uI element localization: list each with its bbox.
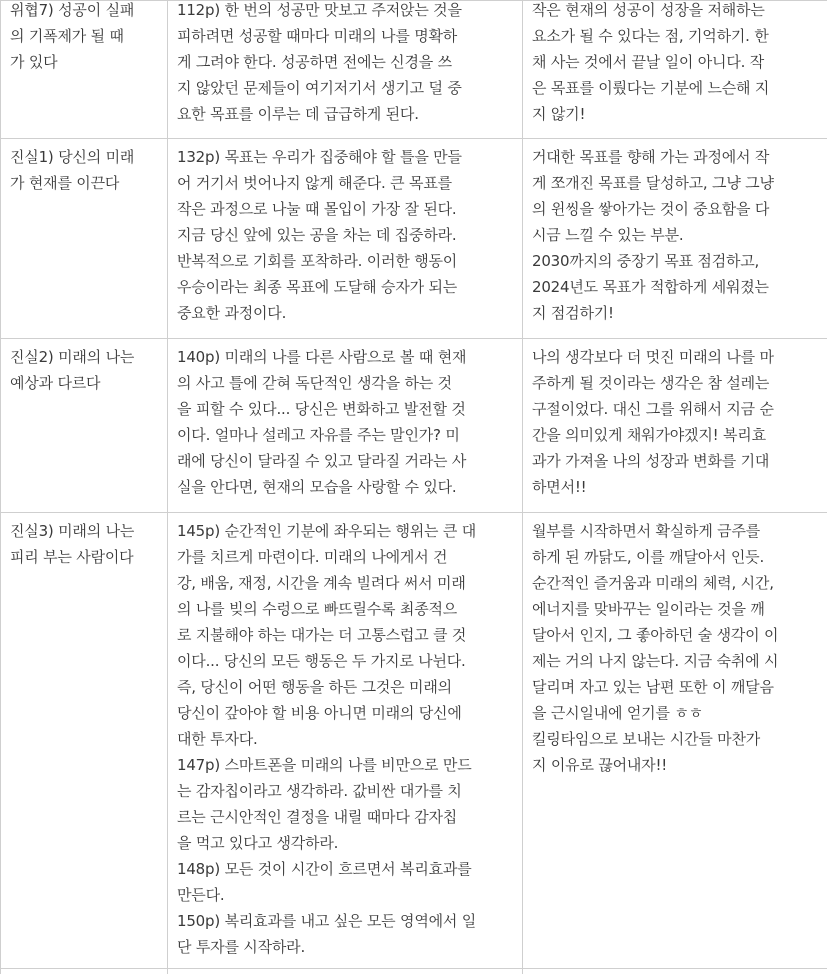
- quote-cell: [168, 969, 523, 974]
- topic-text: 진실2) 미래의 나는 예상과 다르다: [10, 348, 135, 392]
- topic-cell: [1, 513, 168, 969]
- topic-cell: [1, 339, 168, 513]
- quote-text: 140p) 미래의 나를 다른 사람으로 볼 때 현재 의 사고 틀에 갇혀 독단적인 생각을 하는 것 을 피할 수 있다... 당신은 변화하고 발전할 것 이다. 얼마나 설레고 자유를 주는 말인가? 미 래에 당신이 달라질 수 있고 달라질 거라는 사 실을 안다면, 현재의 모습을 사랑할 수 있다.: [177, 348, 467, 496]
- quote-cell: [168, 1, 523, 139]
- table-row: [1, 339, 827, 513]
- reflection-text: 작은 현재의 성공이 성장을 저해하는 요소가 될 수 있다는 점, 기억하기. 한 채 사는 것에서 끝날 일이 아니다. 작 은 목표를 이뤘다는 기분에 느슨해 지 지 않기!: [532, 1, 770, 123]
- topic-text: 진실3) 미래의 나는 피리 부는 사람이다: [10, 522, 135, 566]
- quote-text: 112p) 한 번의 성공만 맛보고 주저앉는 것을 피하려면 성공할 때마다 미래의 나를 명확하 게 그려야 한다. 성공하면 전에는 신경을 쓰 지 않았던 문제들이 여기저기서 생기고 덜 중 요한 목표를 이루는 데 급급하게 된다.: [177, 1, 462, 123]
- topic-text: 위협7) 성공이 실패 의 기폭제가 될 때 가 있다: [10, 1, 135, 71]
- quote-cell: [168, 513, 523, 969]
- topic-cell: [1, 1, 168, 139]
- quote-text: 145p) 순간적인 기분에 좌우되는 행위는 큰 대 가를 치르게 마련이다. 미래의 나에게서 건 강, 배움, 재정, 시간을 계속 빌려다 써서 미래 의 나를 빚의 수렁으로 빠뜨릴수록 최종적으 로 지불해야 하는 대가는 더 고통스럽고 클 것 이다... 당신의 모든 행동은 두 가지로 나뉜다. 즉, 당신이 어떤 행동을 하든 그것은 미래의 당신이 갚아야 할 비용 아니면 미래의 당신에 대한 투자다. 147p) 스마트폰을 미래의 나를 비만으로 만드 는 감자칩이라고 생각하라. 값비싼 대가를 치 르는 근시안적인 결정을 내릴 때마다 감자칩 을 먹고 있다고 생각하라. 148p) 모든 것이 시간이 흐르면서 복리효과를 만든다. 150p) 복리효과를 내고 싶은 모든 영역에서 일 단 투자를 시작하라.: [177, 522, 477, 956]
- topic-cell: [1, 969, 168, 974]
- topic-text: 진실1) 당신의 미래 가 현재를 이끈다: [10, 148, 135, 192]
- table-row: [1, 513, 827, 969]
- reflection-cell: [523, 339, 827, 513]
- reflection-cell: [523, 139, 827, 339]
- table-row: [1, 139, 827, 339]
- reflection-text: 거대한 목표를 향해 가는 과정에서 작 게 쪼개진 목표를 달성하고, 그냥 그냥 의 윈씽을 쌓아가는 것이 중요함을 다 시금 느낄 수 있는 부분. 2030까지의 중장기 목표 점검하고, 2024년도 목표가 적합하게 세워졌는 지 점검하기!: [532, 148, 774, 322]
- table-row: [1, 969, 827, 974]
- table-row: [1, 1, 827, 139]
- reflection-text: 나의 생각보다 더 멋진 미래의 나를 마 주하게 될 것이라는 생각은 참 설레는 구절이었다. 대신 그를 위해서 지금 순 간을 의미있게 채워가야겠지! 복리효 과가 가져올 나의 성장과 변화를 기대 하면서!!: [532, 348, 774, 496]
- quote-text: 132p) 목표는 우리가 집중해야 할 틀을 만들 어 거기서 벗어나지 않게 해준다. 큰 목표를 작은 과정으로 나눌 때 몰입이 가장 잘 된다. 지금 당신 앞에 있는 공을 차는 데 집중하라. 반복적으로 기회를 포착하라. 이러한 행동이 우승이라는 최종 목표에 도달해 승자가 되는 중요한 과정이다.: [177, 148, 462, 322]
- quote-cell: [168, 339, 523, 513]
- quote-cell: [168, 139, 523, 339]
- reflection-cell: [523, 969, 827, 974]
- topic-cell: [1, 139, 168, 339]
- reflection-cell: [523, 513, 827, 969]
- reflection-cell: [523, 1, 827, 139]
- reflection-text: 월부를 시작하면서 확실하게 금주를 하게 된 까닭도, 이를 깨달아서 인듯. 순간적인 즐거움과 미래의 체력, 시간, 에너지를 맞바꾸는 일이라는 것을 깨 달아서 인지, 그 좋아하던 술 생각이 이 제는 거의 나지 않는다. 지금 숙취에 시 달리며 자고 있는 남편 또한 이 깨달음 을 근시일내에 얻기를 ㅎㅎ 킬링타임으로 보내는 시간들 마찬가 지 이유로 끊어내자!!: [532, 522, 779, 774]
